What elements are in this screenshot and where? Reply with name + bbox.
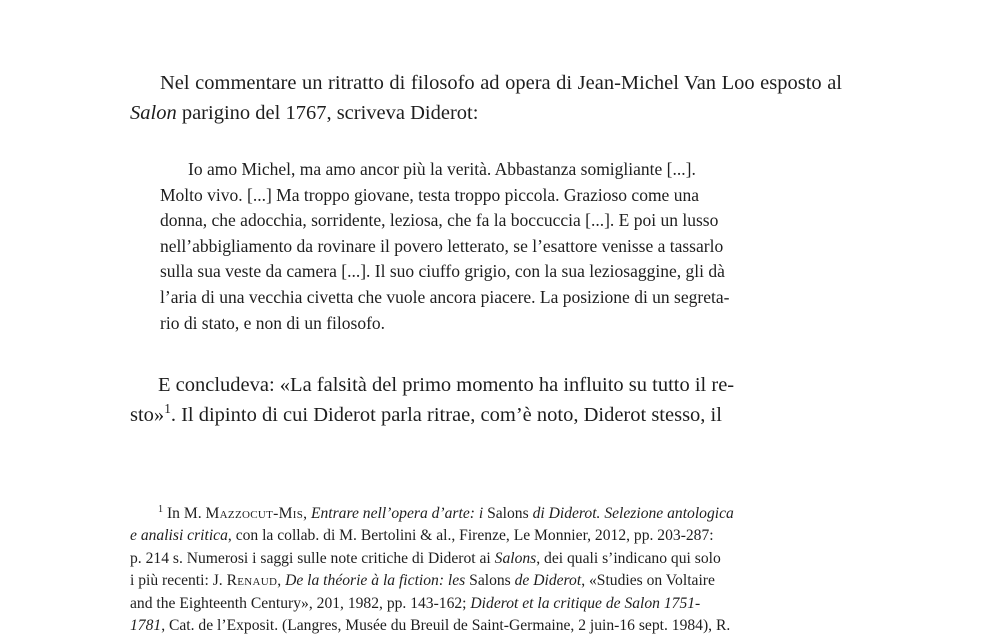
footnote-title: De la théorie à la fiction: les	[285, 572, 470, 590]
footnote-text: , dei quali s’indicano qui solo	[536, 549, 721, 567]
block-quote	[160, 157, 840, 336]
footnote-text: , Cat. de l’Exposit. (Langres, Musée du Breuil de Saint-Germaine, 2 juin-16 sept. 1984), R.	[161, 617, 731, 635]
body-paragraph-intro	[130, 68, 842, 128]
footnote-author: Renaud	[226, 572, 278, 590]
footnote-line	[130, 593, 842, 615]
quote-line: Molto vivo. [...] Ma troppo giovane, testa troppo piccola. Grazioso come una	[160, 184, 699, 205]
intro-italic-salon: Salon	[130, 102, 177, 124]
quote-line: rio di stato, e non di un filosofo.	[160, 312, 386, 333]
footnote-title: di Diderot. Selezione antologica	[528, 505, 734, 522]
conclusion-line: E concludeva: «La falsità del primo momento ha influito su tutto il re-	[158, 374, 735, 396]
quote-line: sulla sua veste da camera [...]. Il suo ciuffo grigio, con la sua leziosaggine, gli dà	[160, 261, 725, 282]
footnote-text: and the Eighteenth Century», 201, 1982, pp. 143-162;	[130, 594, 471, 612]
quote-line: Io amo Michel, ma amo ancor più la verità. Abbastanza somigliante [...].	[188, 159, 696, 179]
footnote-title: 1781	[130, 617, 162, 635]
footnote-title-roman: Salons	[487, 505, 529, 522]
quote-line: nell’abbigliamento da rovinare il povero letterato, se l’esattore venisse a tassarlo	[160, 235, 724, 256]
footnote-title: Salons	[494, 549, 537, 567]
footnote-text: ,	[303, 505, 311, 522]
footnote-line	[130, 503, 842, 525]
footnote-marker: 1	[158, 503, 164, 515]
intro-text: Nel commentare un ritratto di filosofo ad opera di Jean-Michel Van Loo esposto al	[160, 72, 842, 94]
conclusion-text: sto»	[130, 404, 165, 426]
footnote-author: Mazzocut-Mis	[205, 505, 304, 522]
conclusion-line	[130, 400, 842, 430]
footnote-text: ,	[277, 572, 286, 590]
footnote-text: , «Studies on Voltaire	[581, 572, 715, 590]
footnote-title: Diderot et la critique de Salon 1751-	[470, 594, 701, 612]
footnote-line	[130, 548, 842, 570]
footnote-title: de Diderot	[510, 572, 582, 590]
footnote-title: Entrare nell’opera d’arte: i	[310, 505, 488, 522]
footnote-text: In M.	[163, 505, 206, 522]
body-paragraph-conclusion	[130, 370, 842, 430]
footnote-line	[130, 570, 842, 592]
quote-line: l’aria di una vecchia civetta che vuole ancora piacere. La posizione di un segreta-	[160, 286, 730, 307]
footnote-text: p. 214 s. Numerosi i saggi sulle note critiche di Diderot ai	[130, 549, 495, 567]
footnote-line	[130, 615, 842, 637]
quote-line: donna, che adocchia, sorridente, leziosa, che fa la boccuccia [...]. E poi un lusso	[160, 210, 719, 231]
footnote-text: , con la collab. di M. Bertolini & al., Firenze, Le Monnier, 2012, pp. 203-287:	[227, 527, 714, 545]
footnote-line	[130, 525, 842, 547]
footnote-text: i più recenti: J.	[130, 572, 227, 590]
intro-text-end: parigino del 1767, scriveva Diderot:	[176, 102, 479, 124]
footnote-title-roman: Salons	[469, 572, 511, 590]
footnote-title: e analisi critica	[130, 527, 228, 545]
footnote	[130, 503, 842, 637]
footnote-reference[interactable]: 1	[164, 401, 171, 417]
conclusion-text: . Il dipinto di cui Diderot parla ritrae, com’è noto, Diderot stesso, il	[170, 404, 722, 426]
